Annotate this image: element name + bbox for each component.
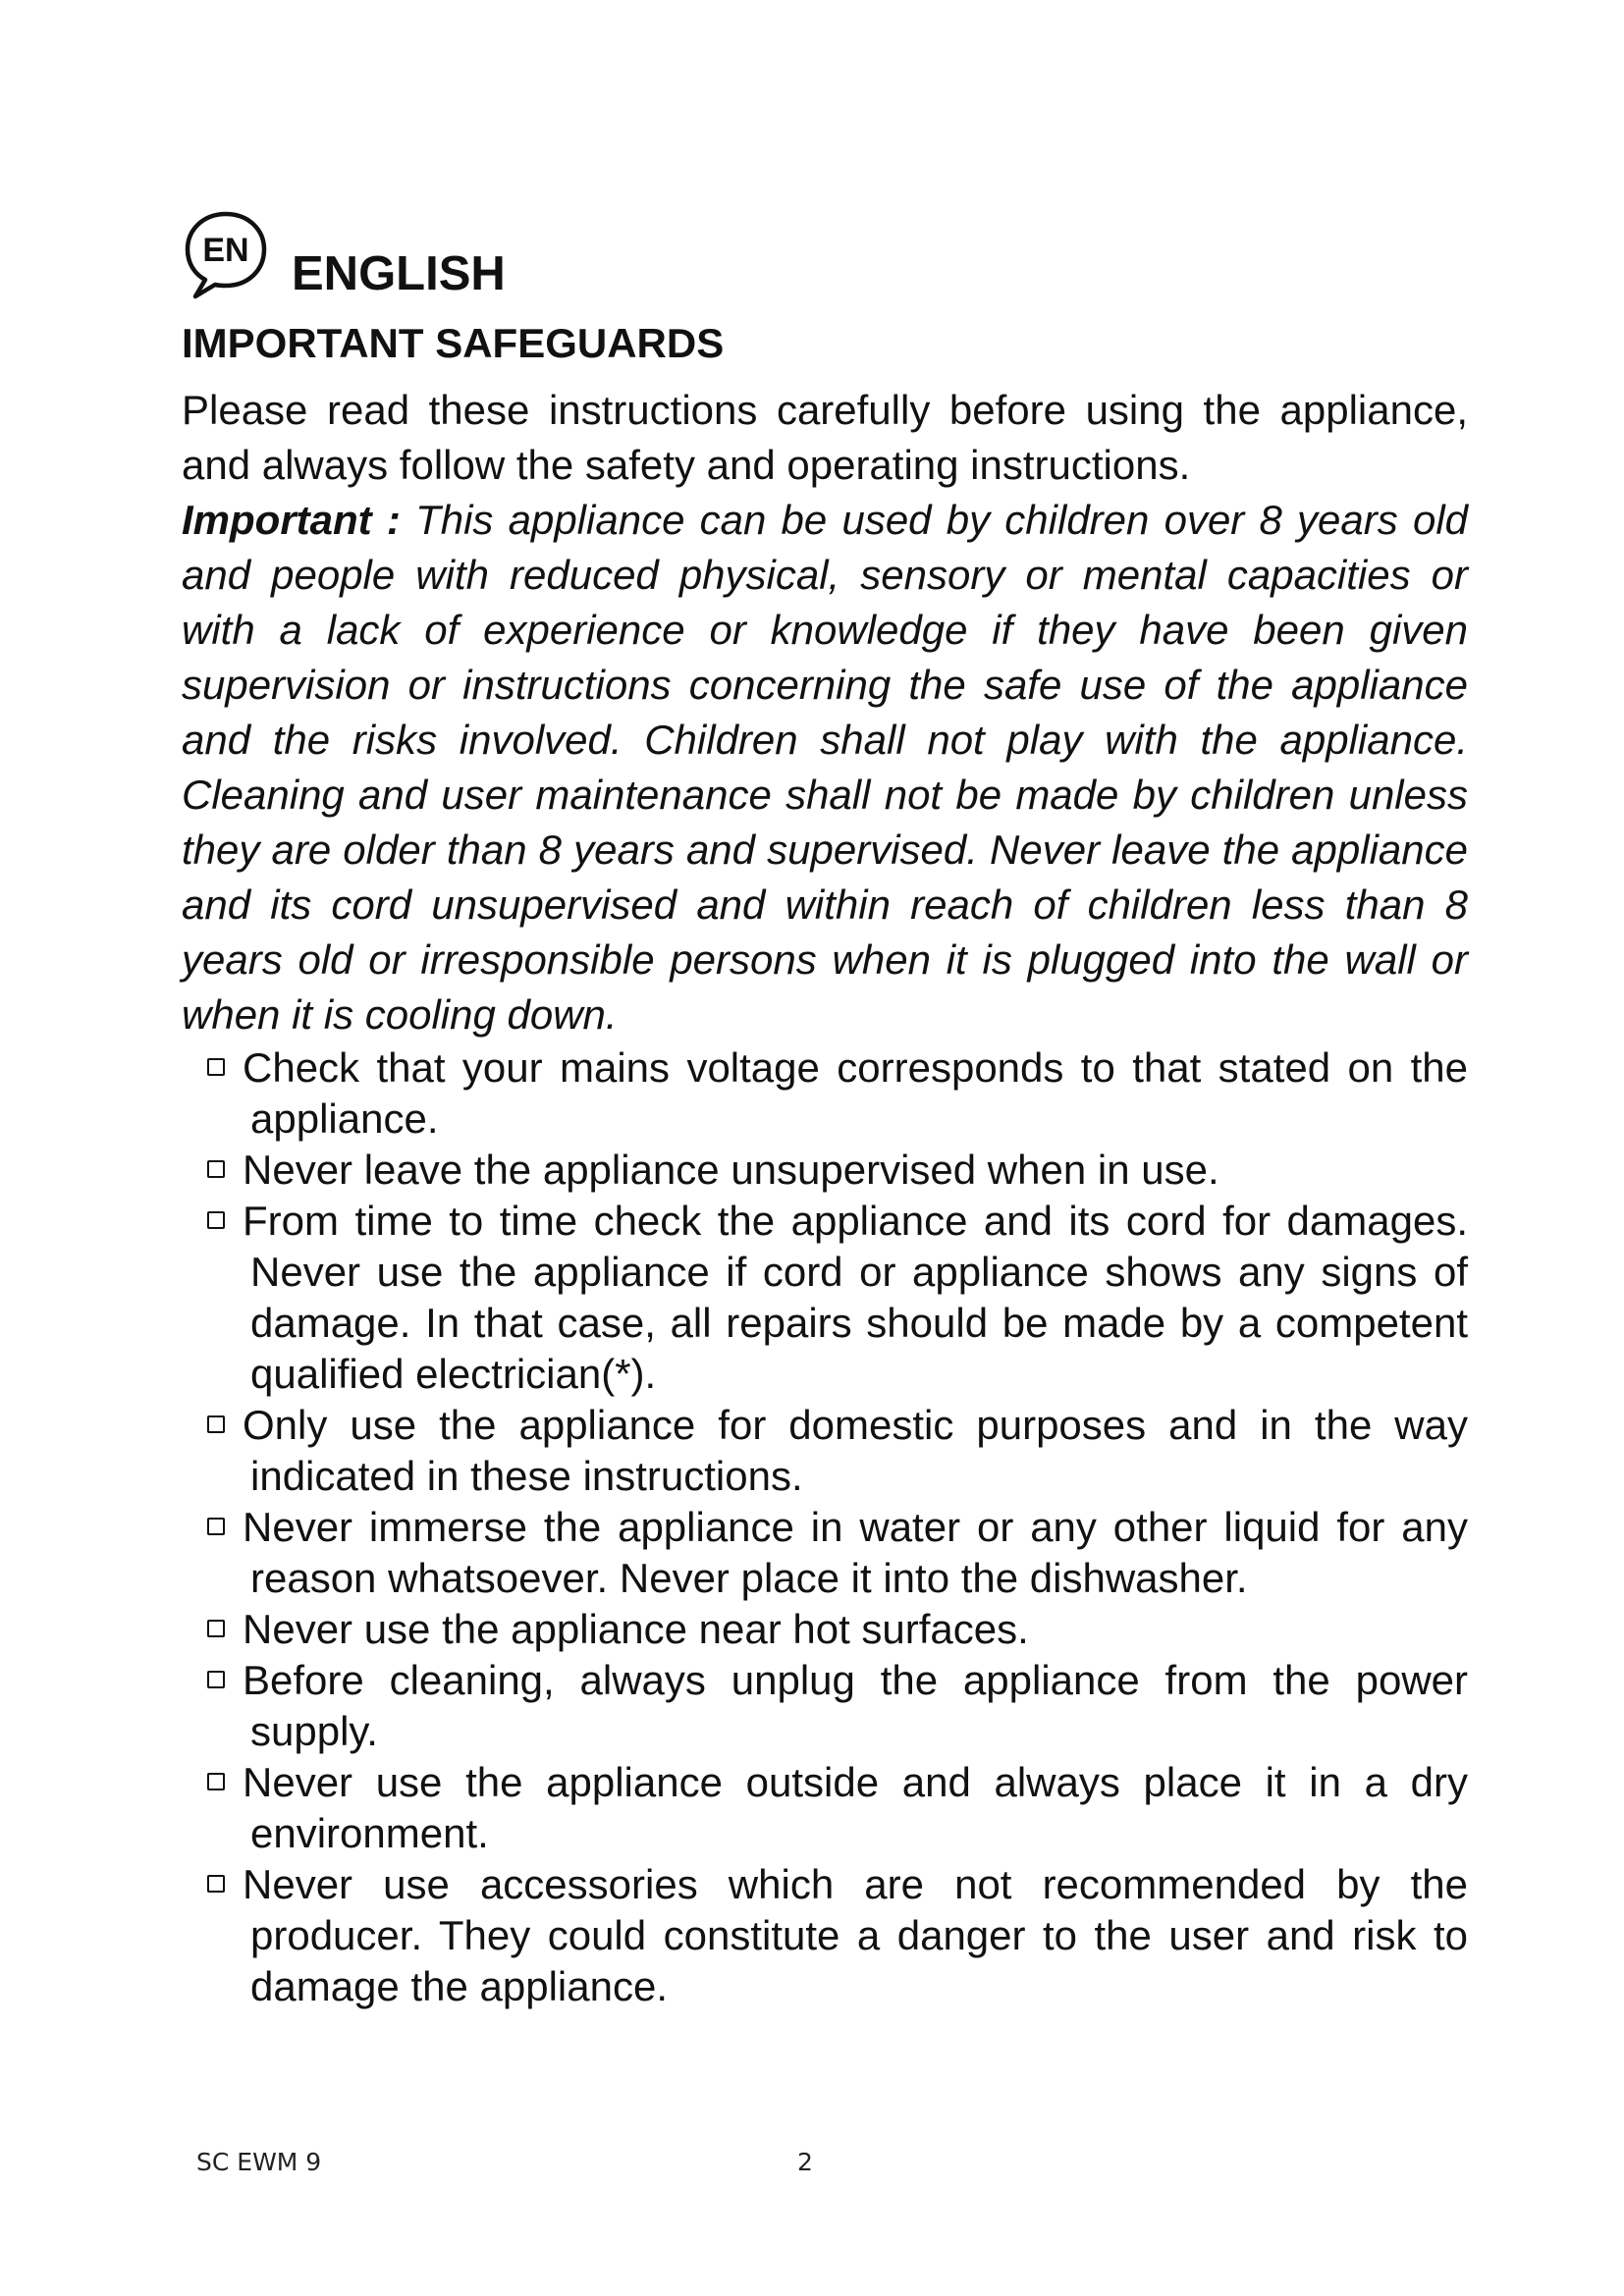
intro-paragraph: Please read these instructions carefully before using the appliance, and always follow the safety and operating instructions. [182,387,1468,488]
list-item [182,1042,1468,1145]
list-item-text: Never immerse the appliance in water or any other liquid for any reason whatsoever. Never place it into the dishwasher. [243,1504,1468,1601]
list-item-text: Never leave the appliance unsupervised when in use. [243,1147,1219,1193]
list-item [182,1604,1468,1655]
important-label: Important : [182,497,401,543]
list-item-text: Never use the appliance outside and always place it in a dry environment. [243,1759,1468,1856]
important-text: This appliance can be used by children over 8 years old and people with reduced physical, sensory or mental capacities or with a lack of experience or knowledge if they have been given supervision or instructions concerning the safe use of the appliance and the risks involved. Children shall not play with the appliance. Cleaning and user maintenance shall not be made by children unless they are older than 8 years and supervised. Never leave the appliance and its cord unsupervised and within reach of children less than 8 years old or irresponsible persons when it is plugged into the wall or when it is cooling down. [182,497,1469,1038]
list-item-text: From time to time check the appliance and its cord for damages. Never use the appliance if cord or appliance shows any signs of damage. In that case, all repairs should be made by a competent qualified electrician(*). [243,1198,1468,1397]
page-number: 2 [797,2148,813,2176]
speech-bubble-icon [182,208,270,302]
safeguards-list [182,1042,1468,2012]
language-header [182,196,1468,302]
checkbox-bullet-icon [207,1620,225,1637]
list-item [182,1655,1468,1757]
checkbox-bullet-icon [207,1211,225,1229]
list-item [182,1145,1468,1196]
checkbox-bullet-icon [207,1058,225,1076]
important-paragraph [182,493,1468,1042]
section-title: IMPORTANT SAFEGUARDS [182,320,725,366]
checkbox-bullet-icon [207,1671,225,1688]
checkbox-bullet-icon [207,1518,225,1535]
list-item-text: Only use the appliance for domestic purposes and in the way indicated in these instructions. [243,1402,1468,1499]
list-item-text: Never use accessories which are not recommended by the producer. They could constitute a danger to the user and risk to damage the appliance. [243,1861,1468,2009]
list-item [182,1859,1468,2012]
checkbox-bullet-icon [207,1415,225,1433]
list-item-text: Never use the appliance near hot surfaces. [243,1606,1029,1652]
page-content [182,196,1468,2012]
list-item [182,1196,1468,1400]
model-number: SC EWM 9 [196,2148,322,2176]
list-item-text: Before cleaning, always unplug the appliance from the power supply. [243,1657,1468,1754]
checkbox-bullet-icon [207,1773,225,1790]
checkbox-bullet-icon [207,1875,225,1893]
language-badge-text: EN [202,232,249,269]
list-item [182,1757,1468,1859]
checkbox-bullet-icon [207,1160,225,1178]
list-item-text: Check that your mains voltage corresponds to that stated on the appliance. [243,1044,1468,1142]
list-item [182,1502,1468,1604]
list-item [182,1400,1468,1502]
language-title: ENGLISH [292,247,506,300]
